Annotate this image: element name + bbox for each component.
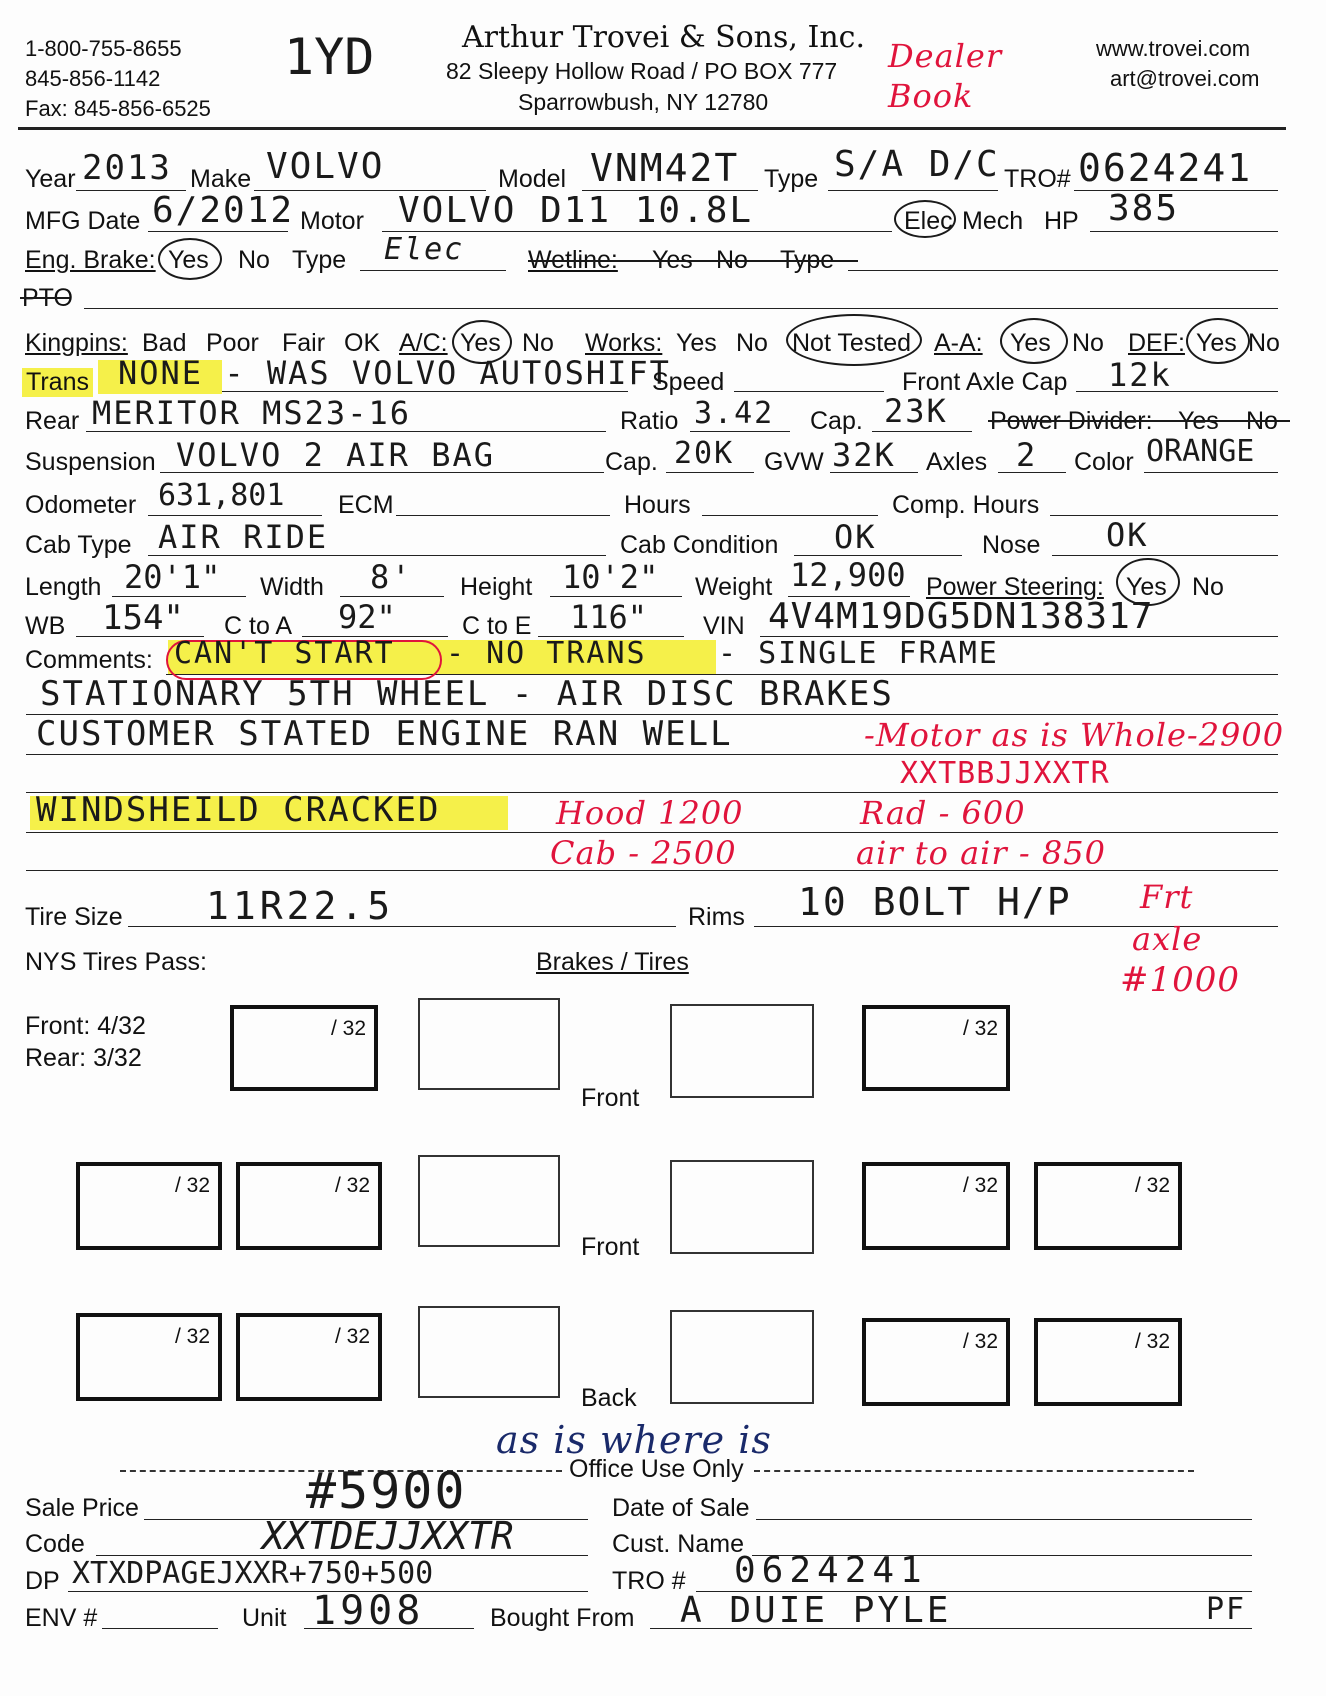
pto-line	[84, 308, 1278, 309]
eng-brake-type-label: Type	[292, 246, 347, 274]
c-to-a-label: C to A	[224, 612, 293, 640]
make-label: Make	[190, 165, 252, 193]
comments-label: Comments:	[25, 646, 153, 674]
brake-box-steer-right[interactable]	[670, 1004, 814, 1098]
kingpins-ok: OK	[344, 329, 381, 357]
tro-2-label: TRO #	[612, 1567, 686, 1595]
kingpins-label: Kingpins:	[25, 329, 128, 357]
width-label: Width	[260, 573, 324, 601]
frt-axle-note-1: Frt	[1140, 878, 1194, 916]
mfg-date-value: 6/2012	[152, 190, 295, 231]
power-steering-no: No	[1192, 573, 1224, 601]
rear-tread-spec: Rear: 3/32	[25, 1044, 142, 1072]
unit-value: 1908	[312, 1588, 425, 1634]
power-divider-strike	[988, 420, 1290, 422]
power-divider-label: Power Divider:	[990, 407, 1153, 435]
c-to-e-label: C to E	[462, 612, 532, 640]
wetline-line	[848, 270, 1278, 271]
height-value: 10'2"	[562, 558, 659, 596]
motor-value: VOLVO D11 10.8L	[398, 190, 754, 231]
ac-yes: Yes	[460, 329, 501, 357]
wetline-no: No	[716, 246, 748, 274]
comp-hours-line	[1050, 515, 1278, 516]
gvw-value: 32K	[832, 436, 896, 474]
kingpins-bad: Bad	[142, 329, 187, 357]
susp-cap-line	[666, 472, 754, 473]
eng-brake-label: Eng. Brake:	[25, 246, 156, 274]
comment-cant-start: CAN'T START	[174, 636, 395, 671]
tire-box-drive-front-right-inner[interactable]	[862, 1162, 1010, 1250]
nose-value: OK	[1106, 516, 1149, 554]
front-tread-spec: Front: 4/32	[25, 1012, 146, 1040]
dp-label: DP	[25, 1567, 60, 1595]
brake-box-drive-rear-left[interactable]	[418, 1306, 560, 1398]
rear-label: Rear	[25, 407, 80, 435]
works-no: No	[736, 329, 768, 357]
tro-value: 0624241	[1078, 146, 1253, 190]
width-value: 8'	[370, 558, 413, 596]
eng-brake-yes: Yes	[168, 246, 209, 274]
trans-label: Trans	[22, 368, 93, 397]
eng-brake-no: No	[238, 246, 270, 274]
cab-type-value: AIR RIDE	[158, 518, 329, 556]
office-use-only-label: Office Use Only	[569, 1455, 744, 1483]
cab-condition-value: OK	[834, 518, 877, 556]
front-axle-cap-label: Front Axle Cap	[902, 368, 1068, 396]
front-axle-label-2: Front	[581, 1233, 640, 1261]
frt-axle-note-3: #1000	[1120, 960, 1241, 1000]
tread-fraction: / 32	[962, 1017, 998, 1040]
initials: PF	[1206, 1592, 1247, 1627]
type-label: Type	[764, 165, 819, 193]
axles-label: Axles	[926, 448, 988, 476]
year-value: 2013	[82, 148, 172, 188]
comment-line-2: STATIONARY 5TH WHEEL - AIR DISC BRAKES	[40, 674, 894, 714]
susp-cap-value: 20K	[674, 436, 735, 471]
def-no: No	[1248, 329, 1280, 357]
sale-price-label: Sale Price	[25, 1494, 139, 1522]
hours-line	[702, 515, 878, 516]
brake-box-drive-rear-right[interactable]	[670, 1310, 814, 1404]
cab-condition-label: Cab Condition	[620, 531, 779, 559]
speed-line	[734, 391, 884, 392]
rims-value: 10 BOLT H/P	[798, 880, 1072, 924]
tread-fraction: / 32	[1134, 1330, 1170, 1353]
comment-motor-price: -Motor as is Whole-2900	[864, 716, 1285, 754]
email: art@trovei.com	[1110, 66, 1260, 91]
brakes-tires-label: Brakes / Tires	[536, 948, 689, 976]
aa-no: No	[1072, 329, 1104, 357]
rear-cap-label: Cap.	[810, 407, 863, 435]
tire-box-steer-left[interactable]	[230, 1005, 378, 1091]
ratio-label: Ratio	[620, 407, 679, 435]
front-axle-cap-value: 12k	[1108, 356, 1172, 394]
ecm-line	[396, 515, 610, 516]
ratio-line	[690, 431, 790, 432]
company-name: Arthur Trovei & Sons, Inc.	[462, 20, 865, 55]
tire-box-drive-rear-right-inner[interactable]	[862, 1318, 1010, 1406]
front-axle-cap-line	[1076, 391, 1278, 392]
ecm-label: ECM	[338, 491, 394, 519]
power-steering-label: Power Steering:	[926, 573, 1104, 601]
comment-line-3: CUSTOMER STATED ENGINE RAN WELL	[36, 714, 733, 754]
power-divider-yes: Yes	[1178, 407, 1219, 435]
env-label: ENV #	[25, 1604, 98, 1632]
tire-box-drive-rear-left-outer[interactable]	[76, 1313, 222, 1401]
comment-single-frame: - SINGLE FRAME	[718, 636, 999, 671]
tread-fraction: / 32	[962, 1330, 998, 1353]
eng-brake-type-value: Elec	[384, 232, 465, 267]
suspension-label: Suspension	[25, 448, 156, 476]
color-value: ORANGE	[1146, 434, 1255, 469]
tread-fraction: / 32	[334, 1174, 370, 1197]
pto-label: PTO	[22, 284, 73, 312]
website: www.trovei.com	[1096, 36, 1251, 61]
model-value: VNM42T	[590, 146, 740, 190]
comment-hood-price: Hood 1200	[556, 794, 744, 832]
nose-label: Nose	[982, 531, 1041, 559]
ratio-value: 3.42	[694, 396, 775, 431]
works-yes: Yes	[676, 329, 717, 357]
tire-box-drive-front-right-outer[interactable]	[1034, 1162, 1182, 1250]
frt-axle-note-2: axle	[1132, 920, 1203, 958]
odometer-label: Odometer	[25, 491, 137, 519]
def-yes-circle	[1186, 318, 1250, 364]
rims-label: Rims	[688, 903, 745, 931]
nys-tires-pass-label: NYS Tires Pass:	[25, 948, 207, 976]
office-divider-right	[754, 1470, 1194, 1472]
back-axle-label: Back	[581, 1384, 637, 1412]
susp-cap-label: Cap.	[605, 448, 658, 476]
dp-value: XTXDPAGEJXXR+750+500	[72, 1556, 434, 1591]
height-label: Height	[460, 573, 533, 601]
code-label: Code	[25, 1530, 85, 1558]
vin-value: 4V4M19DG5DN138317	[768, 596, 1154, 637]
not-tested-circle	[786, 314, 922, 366]
aa-yes: Yes	[1010, 329, 1051, 357]
mech-label: Mech	[962, 207, 1024, 235]
height-line	[550, 596, 682, 597]
mfg-date-label: MFG Date	[25, 207, 141, 235]
phone-2: 845-856-1142	[25, 66, 161, 91]
comment-red-code: XXTBBJJXXTR	[900, 756, 1110, 791]
yard-note: 1YD	[284, 28, 375, 86]
power-divider-no: No	[1246, 407, 1278, 435]
speed-label: Speed	[652, 368, 725, 396]
rear-cap-value: 23K	[884, 392, 948, 430]
suspension-value: VOLVO 2 AIR BAG	[176, 436, 495, 474]
mfg-date-line	[148, 231, 288, 232]
c-to-e-value: 116"	[570, 598, 648, 636]
vin-label: VIN	[703, 612, 745, 640]
def-yes: Yes	[1196, 329, 1237, 357]
date-of-sale-label: Date of Sale	[612, 1494, 750, 1522]
length-value: 20'1"	[124, 558, 221, 596]
header-divider	[18, 127, 1286, 130]
length-label: Length	[25, 573, 102, 601]
unit-label: Unit	[242, 1604, 287, 1632]
rear-value: MERITOR MS23-16	[92, 394, 411, 432]
power-steering-yes: Yes	[1126, 573, 1167, 601]
tread-fraction: / 32	[1134, 1174, 1170, 1197]
def-label: DEF:	[1128, 329, 1185, 357]
nose-line	[1052, 555, 1278, 556]
gvw-label: GVW	[764, 448, 824, 476]
length-line	[112, 596, 246, 597]
pto-strike	[20, 297, 70, 299]
type-line	[828, 190, 998, 191]
hp-value: 385	[1108, 188, 1180, 229]
width-line	[340, 596, 444, 597]
tread-fraction: / 32	[330, 1017, 366, 1040]
make-value: VOLVO	[266, 146, 385, 187]
wb-label: WB	[25, 612, 66, 640]
works-not-tested: Not Tested	[792, 329, 912, 357]
code-value: XXTDEJJXXTR	[262, 1514, 514, 1558]
works-label: Works:	[585, 329, 663, 357]
weight-value: 12,900	[790, 556, 906, 594]
color-line	[1144, 472, 1278, 473]
ac-label: A/C:	[399, 329, 448, 357]
hp-line	[1090, 231, 1278, 232]
cust-name-label: Cust. Name	[612, 1530, 744, 1558]
tread-fraction: / 32	[174, 1325, 210, 1348]
weight-label: Weight	[695, 573, 773, 601]
wetline-yes: Yes	[652, 246, 693, 274]
dealer-book-note: Dealer Book	[888, 37, 1003, 115]
brake-box-steer-left[interactable]	[418, 998, 560, 1090]
kingpins-poor: Poor	[206, 329, 259, 357]
comment-no-trans: - NO TRANS	[446, 636, 647, 671]
eng-brake-type-line	[360, 270, 506, 271]
c-to-a-value: 92"	[338, 598, 396, 636]
kingpins-fair: Fair	[282, 329, 326, 357]
env-line	[102, 1628, 218, 1629]
elec-circle	[894, 200, 956, 238]
brake-box-drive-front-left[interactable]	[418, 1155, 560, 1247]
wetline-type: Type	[780, 246, 835, 274]
tire-size-value: 11R22.5	[206, 884, 395, 928]
aa-label: A-A:	[934, 329, 983, 357]
front-axle-label-1: Front	[581, 1084, 640, 1112]
comment-rad-price: Rad - 600	[860, 794, 1026, 832]
type-value: S/A D/C	[834, 144, 1000, 185]
comment-windshield: WINDSHEILD CRACKED	[36, 790, 441, 830]
sale-price-value: #5900	[306, 1462, 467, 1520]
cab-type-label: Cab Type	[25, 531, 132, 559]
comments-line-5	[26, 832, 1278, 833]
motor-label: Motor	[300, 207, 364, 235]
company-address-1: 82 Sleepy Hollow Road / PO BOX 777	[446, 58, 838, 84]
comments-line-3	[26, 754, 1278, 755]
tread-fraction: / 32	[174, 1174, 210, 1197]
trans-value: NONE - WAS VOLVO AUTOSHIFT	[118, 354, 671, 392]
tire-box-drive-front-left-outer[interactable]	[76, 1162, 222, 1250]
wetline-label: Wetline:	[528, 246, 618, 274]
odometer-line	[148, 515, 322, 516]
axles-value: 2	[1016, 436, 1038, 474]
comp-hours-label: Comp. Hours	[892, 491, 1040, 519]
tread-fraction: / 32	[962, 1174, 998, 1197]
tro-label: TRO#	[1004, 165, 1071, 193]
comment-air-to-air-price: air to air - 850	[856, 834, 1106, 872]
ac-no: No	[522, 329, 554, 357]
tire-box-drive-front-left-inner[interactable]	[236, 1162, 382, 1250]
comment-cab-price: Cab - 2500	[550, 834, 737, 872]
odometer-value: 631,801	[158, 478, 285, 513]
bought-from-value: A DUIE PYLE	[680, 1590, 952, 1631]
brake-box-drive-front-right[interactable]	[670, 1160, 814, 1254]
hours-label: Hours	[624, 491, 691, 519]
wetline-strike	[528, 260, 858, 262]
tro-2-value: 0624241	[734, 1550, 928, 1591]
tread-fraction: / 32	[334, 1325, 370, 1348]
tire-box-steer-right[interactable]	[862, 1005, 1010, 1091]
tire-size-label: Tire Size	[25, 903, 123, 931]
wb-value: 154"	[102, 598, 184, 638]
company-address-2: Sparrowbush, NY 12780	[518, 89, 769, 115]
elec-label: Elec	[904, 207, 953, 235]
year-label: Year	[25, 165, 76, 193]
hp-label: HP	[1044, 207, 1079, 235]
date-of-sale-line	[756, 1519, 1252, 1520]
tire-box-drive-rear-right-outer[interactable]	[1034, 1318, 1182, 1406]
color-label: Color	[1074, 448, 1134, 476]
fax-number: Fax: 845-856-6525	[25, 96, 211, 121]
bought-from-label: Bought From	[490, 1604, 635, 1632]
phone-1: 1-800-755-8655	[25, 36, 182, 61]
aa-yes-circle	[1000, 318, 1068, 364]
model-label: Model	[498, 165, 567, 193]
tire-box-drive-rear-left-inner[interactable]	[236, 1313, 382, 1401]
as-is-note: as is where is	[496, 1418, 772, 1462]
eng-brake-yes-circle	[158, 238, 222, 280]
rear-cap-line	[872, 431, 972, 432]
